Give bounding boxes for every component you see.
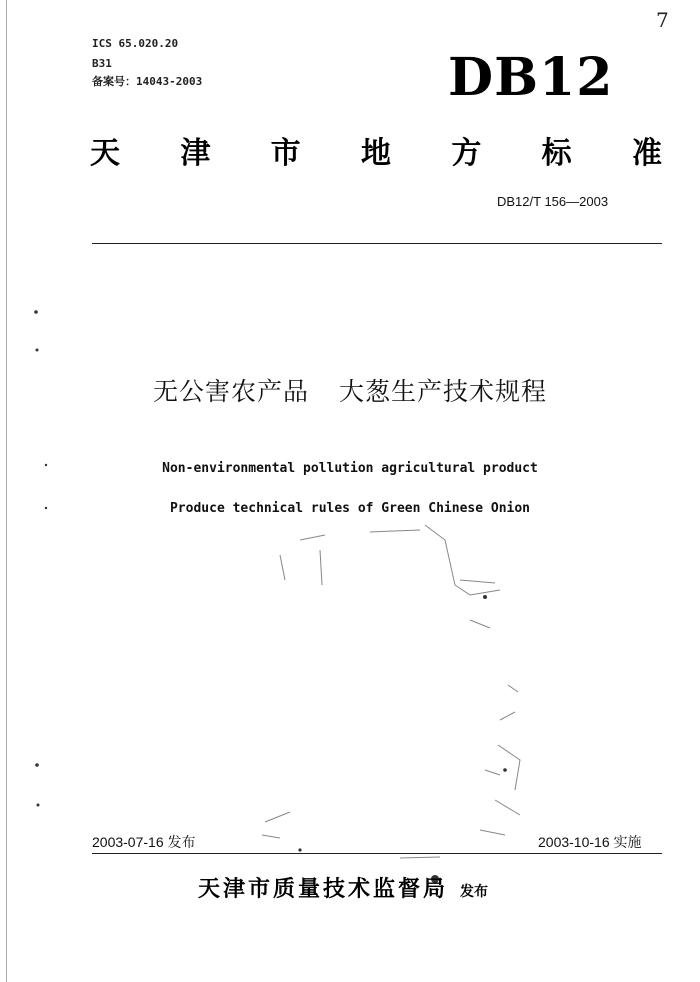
bottom-divider	[92, 853, 662, 854]
db-code-logo: DB12	[448, 47, 614, 108]
standard-type-char: 市	[270, 136, 301, 171]
standard-type-char: 天	[90, 136, 120, 171]
standard-type-char: 地	[360, 136, 391, 171]
standard-type-char: 标	[541, 136, 572, 171]
standard-number: DB12/T 156—2003	[497, 194, 609, 209]
standard-type-char: 津	[180, 136, 211, 171]
standard-type-char: 方	[451, 136, 482, 171]
title-chinese-part1: 无公害农产品	[152, 377, 309, 406]
ics-code: ICS 65.020.20	[92, 37, 179, 50]
title-english-line1: Non-environmental pollution agricultural product	[162, 461, 538, 476]
title-chinese-part2: 大葱生产技术规程	[339, 377, 548, 406]
record-number: 备案号：14043-2003	[92, 75, 203, 88]
issuer-suffix: 发布	[460, 884, 489, 900]
issuer-line	[198, 872, 488, 903]
issue-date: 2003-07-16 发布	[92, 834, 196, 850]
issuer-name: 天津市质量技术监督局	[198, 877, 449, 902]
page-number-mark: 7	[656, 8, 669, 32]
title-english-line2: Produce technical rules of Green Chinese Onion	[169, 501, 531, 516]
implementation-date: 2003-10-16 实施	[538, 834, 642, 850]
ccs-code: B31	[92, 57, 112, 70]
standard-type-char: 准	[631, 136, 662, 171]
